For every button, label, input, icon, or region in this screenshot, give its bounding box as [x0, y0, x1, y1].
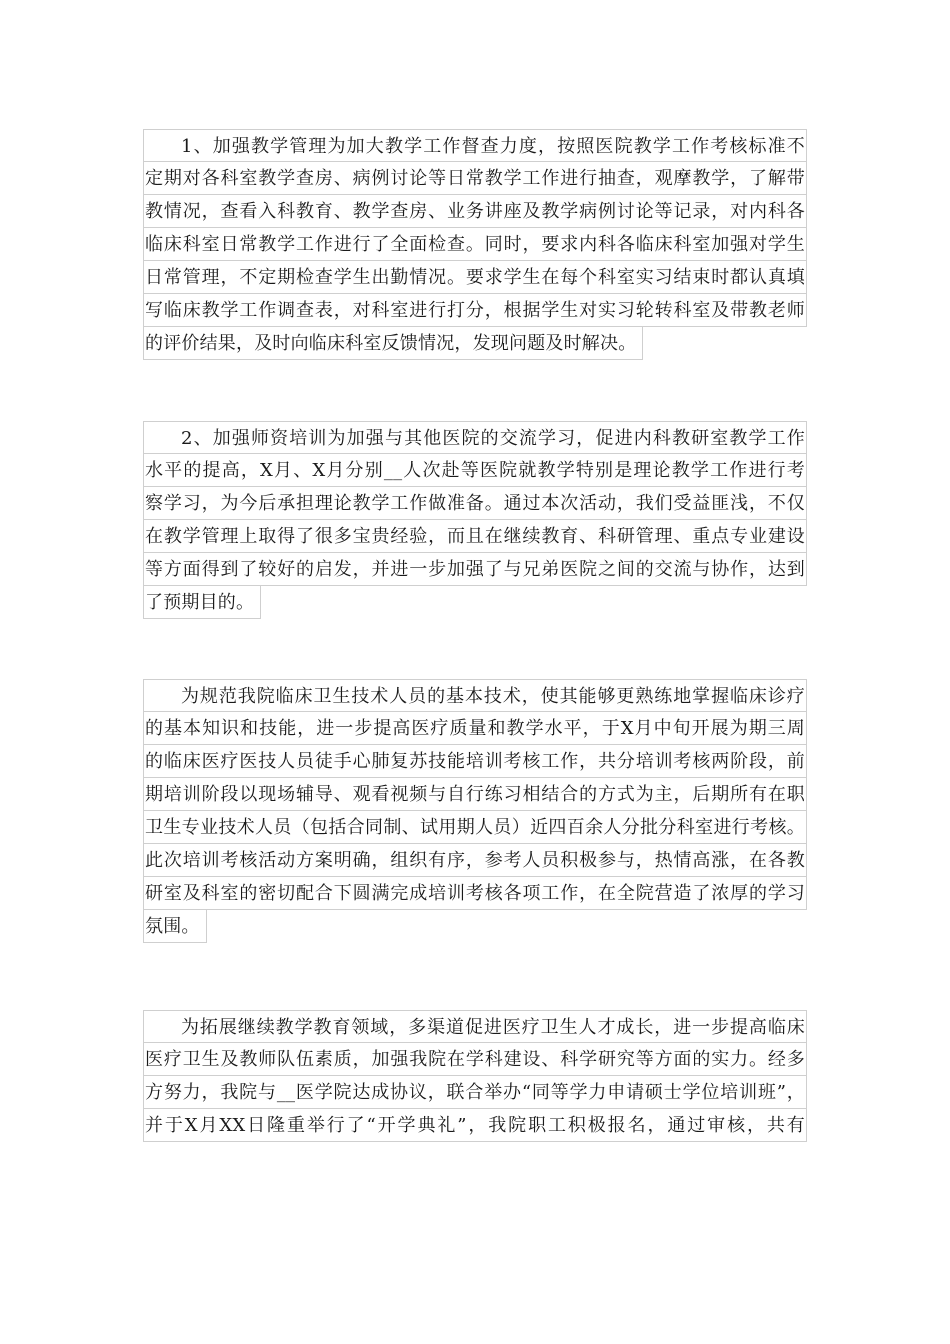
- text-line: 氛围。: [143, 910, 207, 943]
- text-line: 的评价结果，及时向临床科室反馈情况，发现问题及时解决。: [143, 327, 643, 360]
- text-line: 1、加强教学管理为加大教学工作督查力度，按照医院教学工作考核标准不: [143, 129, 807, 162]
- text-line: 并于X月XX日隆重举行了“开学典礼”，我院职工积极报名，通过审核，共有: [143, 1109, 807, 1142]
- text-line: 期培训阶段以现场辅导、观看视频与自行练习相结合的方式为主，后期所有在职: [143, 778, 807, 811]
- text-line: 教情况，查看入科教育、教学查房、业务讲座及教学病例讨论等记录，对内科各: [143, 195, 807, 228]
- text-line: 水平的提高，X月、X月分别__人次赴等医院就教学特别是理论教学工作进行考: [143, 454, 807, 487]
- text-line: 的基本知识和技能，进一步提高医疗质量和教学水平，于X月中旬开展为期三周: [143, 712, 807, 745]
- text-line: 写临床教学工作调查表，对科室进行打分，根据学生对实习轮转科室及带教老师: [143, 294, 807, 327]
- text-line: 的临床医疗医技人员徒手心肺复苏技能培训考核工作，共分培训考核两阶段，前: [143, 745, 807, 778]
- text-line: 此次培训考核活动方案明确，组织有序，参考人员积极参与，热情高涨，在各教: [143, 844, 807, 877]
- text-line: 在教学管理上取得了很多宝贵经验，而且在继续教育、科研管理、重点专业建设: [143, 520, 807, 553]
- text-line: 临床科室日常教学工作进行了全面检查。同时，要求内科各临床科室加强对学生: [143, 228, 807, 261]
- text-line: 察学习，为今后承担理论教学工作做准备。通过本次活动，我们受益匪浅，不仅: [143, 487, 807, 520]
- text-line: 日常管理，不定期检查学生出勤情况。要求学生在每个科室实习结束时都认真填: [143, 261, 807, 294]
- text-line: 方努力，我院与__医学院达成协议，联合举办“同等学力申请硕士学位培训班”，: [143, 1076, 807, 1109]
- text-line: 等方面得到了较好的启发，并进一步加强了与兄弟医院之间的交流与协作，达到: [143, 553, 807, 586]
- text-line: 医疗卫生及教师队伍素质，加强我院在学科建设、科学研究等方面的实力。经多: [143, 1043, 807, 1076]
- paragraph-cpr-training: [143, 679, 807, 947]
- text-line: 卫生专业技术人员（包括合同制、试用期人员）近四百余人分批分科室进行考核。: [143, 811, 807, 844]
- text-line: 为规范我院临床卫生技术人员的基本技术，使其能够更熟练地掌握临床诊疗: [143, 679, 807, 712]
- paragraph-teaching-management: [143, 129, 807, 364]
- text-line: 2、加强师资培训为加强与其他医院的交流学习，促进内科教研室教学工作: [143, 421, 807, 454]
- text-line: 定期对各科室教学查房、病例讨论等日常教学工作进行抽查，观摩教学，了解带: [143, 162, 807, 195]
- text-line: 了预期目的。: [143, 586, 261, 619]
- paragraph-continuing-education: [143, 1010, 807, 1142]
- text-line: 为拓展继续教学教育领域，多渠道促进医疗卫生人才成长，进一步提高临床: [143, 1010, 807, 1043]
- paragraph-teacher-training: [143, 421, 807, 623]
- text-line: 研室及科室的密切配合下圆满完成培训考核各项工作，在全院营造了浓厚的学习: [143, 877, 807, 910]
